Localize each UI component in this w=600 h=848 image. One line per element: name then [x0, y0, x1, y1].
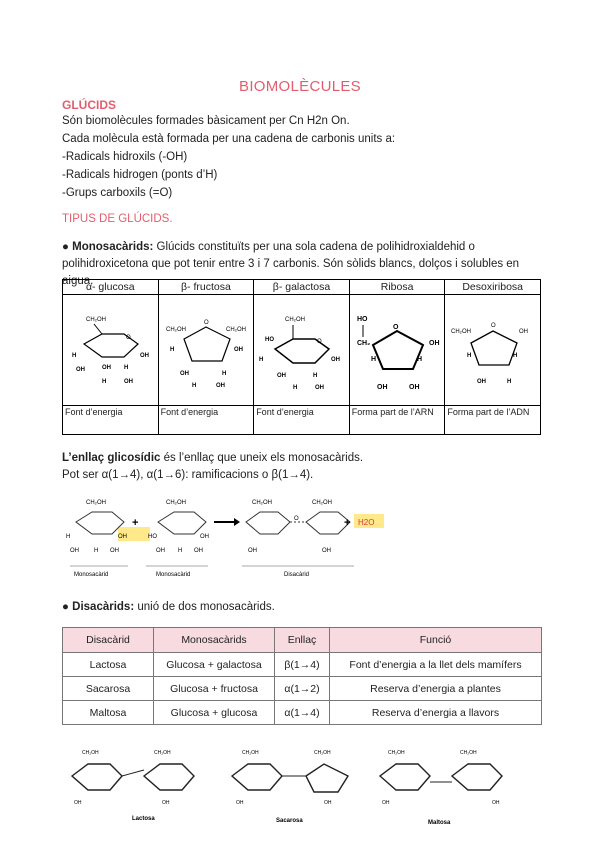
- svg-text:O: O: [294, 516, 299, 522]
- svg-text:H: H: [72, 352, 77, 359]
- svg-text:O: O: [490, 322, 496, 329]
- svg-text:OH: OH: [140, 352, 150, 359]
- glycosidic-text: és l’enllaç que uneix els monosacàrids.: [160, 452, 364, 464]
- svg-text:H: H: [169, 346, 175, 353]
- svg-text:OH: OH: [215, 382, 225, 389]
- svg-text:CH₂OH: CH₂OH: [165, 326, 186, 333]
- svg-text:CH₂OH: CH₂OH: [460, 750, 477, 756]
- intro-line: Cada molècula està formada per una cadena de carbonis units a:: [62, 133, 396, 145]
- svg-text:OH: OH: [518, 328, 528, 335]
- svg-text:CH₂OH: CH₂OH: [225, 326, 246, 333]
- svg-text:O: O: [203, 319, 209, 326]
- svg-text:OH: OH: [74, 800, 82, 806]
- function-caption: Forma part de l’ADN: [445, 406, 541, 435]
- sucrose-structure-icon: [232, 750, 348, 806]
- svg-text:OH: OH: [382, 800, 390, 806]
- monosaccharides-table: [62, 279, 541, 435]
- cell: Font d’energia a la llet dels mamífers: [330, 653, 542, 677]
- water-label: H2O: [358, 518, 375, 527]
- disaccharides-text: unió de dos monosacàrids.: [134, 601, 275, 613]
- svg-text:OH: OH: [70, 548, 79, 554]
- glycosidic-types: Pot ser α(1→4), α(1→6): ramificacions o β(1→4).: [62, 469, 314, 481]
- structure-beta-galactose: [254, 295, 350, 406]
- svg-text:OH: OH: [331, 356, 341, 363]
- cell: α(1→2): [275, 677, 330, 701]
- cell: Glucosa + fructosa: [154, 677, 275, 701]
- label-monosaccharide: Monosacàrid: [156, 572, 191, 578]
- svg-text:OH: OH: [162, 800, 170, 806]
- svg-text:OH: OH: [124, 378, 134, 385]
- svg-text:OH: OH: [200, 534, 209, 540]
- col-header: Ribosa: [349, 280, 445, 295]
- svg-text:OH: OH: [322, 548, 331, 554]
- table-row: [63, 701, 542, 725]
- beta-galactose-structure-icon: [255, 299, 347, 399]
- svg-text:CH₂OH: CH₂OH: [86, 500, 106, 506]
- cell: Glucosa + galactosa: [154, 653, 275, 677]
- svg-text:OH: OH: [409, 383, 420, 391]
- svg-text:CH₂OH: CH₂OH: [252, 500, 272, 506]
- svg-text:H: H: [178, 548, 183, 554]
- structure-beta-fructose: [158, 295, 254, 406]
- deoxyribose-structure-icon: [447, 299, 539, 399]
- svg-text:CH₂OH: CH₂OH: [314, 750, 331, 756]
- svg-text:O: O: [126, 334, 131, 341]
- disaccharide-structures-figure: [62, 740, 542, 830]
- svg-text:H: H: [259, 356, 264, 363]
- svg-text:OH: OH: [429, 339, 440, 347]
- svg-text:H: H: [102, 378, 107, 385]
- svg-text:O: O: [393, 323, 399, 331]
- cell: Lactosa: [63, 653, 154, 677]
- lactose-structure-icon: [72, 750, 194, 806]
- svg-text:HO: HO: [357, 315, 368, 323]
- cell: Reserva d’energia a llavors: [330, 701, 542, 725]
- intro-line: -Radicals hidroxils (-OH): [62, 151, 188, 163]
- monosaccharides-text: Glúcids constituïts per una sola cadena de polihidroxialdehid o polihidroxicetona que pot tenir entre 3 i 7 carbonis. Són sòlids blancs, dolços i solubles en aigua.: [62, 241, 520, 287]
- col-header: Funció: [330, 628, 542, 653]
- label-disaccharide: Disacàrid: [284, 572, 310, 578]
- disaccharides-paragraph: [62, 599, 542, 616]
- table-row: [63, 677, 542, 701]
- structure-alpha-glucose: [63, 295, 159, 406]
- term-glycosidic-bond: L’enllaç glicosídic: [62, 452, 161, 464]
- function-caption: Font d’energia: [254, 406, 350, 435]
- types-heading: TIPUS DE GLÚCIDS.: [62, 213, 173, 225]
- bullet: ●: [62, 241, 69, 253]
- function-caption: Font d’energia: [158, 406, 254, 435]
- function-caption: Forma part de l’ARN: [349, 406, 445, 435]
- term-monosaccharides: Monosacàrids:: [72, 241, 154, 253]
- svg-text:OH: OH: [492, 800, 500, 806]
- svg-text:OH: OH: [377, 383, 388, 391]
- svg-text:OH: OH: [179, 370, 189, 377]
- bullet: ●: [62, 601, 69, 613]
- svg-text:OH: OH: [156, 548, 165, 554]
- alpha-glucose-structure-icon: [64, 299, 156, 399]
- col-header: Desoxiribosa: [445, 280, 541, 295]
- svg-text:H: H: [466, 352, 472, 359]
- col-header: β- galactosa: [254, 280, 350, 295]
- maltose-structure-icon: [380, 750, 502, 806]
- cell: Glucosa + glucosa: [154, 701, 275, 725]
- svg-text:H: H: [191, 382, 197, 389]
- svg-text:H: H: [124, 364, 129, 371]
- svg-text:H: H: [313, 372, 318, 379]
- svg-text:H: H: [221, 370, 227, 377]
- svg-text:OH: OH: [110, 548, 119, 554]
- beta-fructose-structure-icon: [160, 299, 252, 399]
- term-disaccharides: Disacàrids:: [72, 601, 135, 613]
- svg-text:OH: OH: [324, 800, 332, 806]
- monosaccharide-ring: [148, 500, 209, 554]
- plus-sign: +: [344, 517, 351, 529]
- intro-line: -Grups carboxils (=O): [62, 187, 173, 199]
- figure-label-sucrose: Sacarosa: [276, 818, 303, 824]
- svg-text:H: H: [293, 384, 298, 391]
- svg-text:OH: OH: [102, 364, 112, 371]
- figure-label-lactose: Lactosa: [132, 816, 155, 822]
- ribose-structure-icon: [351, 299, 443, 399]
- intro-line: Són biomolècules formades bàsicament per Cn H2n On.: [62, 115, 350, 127]
- cell: Maltosa: [63, 701, 154, 725]
- svg-text:OH: OH: [277, 372, 287, 379]
- svg-text:CH₂OH: CH₂OH: [166, 500, 186, 506]
- col-header: Monosacàrids: [154, 628, 275, 653]
- svg-text:CH₂OH: CH₂OH: [450, 328, 471, 335]
- cell: β(1→4): [275, 653, 330, 677]
- svg-text:CH₂OH: CH₂OH: [388, 750, 405, 756]
- function-caption: Font d’energia: [63, 406, 159, 435]
- glycosidic-bond-diagram: [62, 492, 402, 582]
- svg-text:CH₂OH: CH₂OH: [82, 750, 99, 756]
- col-header: α- glucosa: [63, 280, 159, 295]
- svg-text:H: H: [506, 378, 512, 385]
- svg-text:CH₂OH: CH₂OH: [312, 500, 332, 506]
- svg-text:OH: OH: [248, 548, 257, 554]
- svg-text:H: H: [417, 355, 423, 363]
- disaccharide-rings: [246, 500, 350, 554]
- svg-text:H: H: [512, 352, 518, 359]
- cell: α(1→4): [275, 701, 330, 725]
- intro-line: -Radicals hidrogen (ponts d’H): [62, 169, 218, 181]
- label-monosaccharide: Monosacàrid: [74, 572, 109, 578]
- col-header: Enllaç: [275, 628, 330, 653]
- svg-text:HO: HO: [148, 534, 157, 540]
- svg-text:H: H: [66, 534, 71, 540]
- table-row: [63, 653, 542, 677]
- figure-label-maltose: Maltosa: [428, 820, 451, 826]
- structure-deoxyribose: [445, 295, 541, 406]
- col-header: Disacàrid: [63, 628, 154, 653]
- plus-sign: +: [132, 517, 139, 529]
- svg-text:H: H: [371, 355, 377, 363]
- svg-text:OH: OH: [476, 378, 486, 385]
- disaccharides-table: [62, 627, 542, 725]
- col-header: β- fructosa: [158, 280, 254, 295]
- svg-text:OH: OH: [315, 384, 325, 391]
- svg-text:CH₂: CH₂: [357, 339, 371, 347]
- svg-text:CH₂OH: CH₂OH: [285, 316, 306, 323]
- svg-text:CH₂OH: CH₂OH: [242, 750, 259, 756]
- svg-text:HO: HO: [265, 336, 275, 343]
- svg-text:CH₂OH: CH₂OH: [154, 750, 171, 756]
- page-title: BIOMOLÈCULES: [239, 78, 361, 95]
- svg-text:OH: OH: [236, 800, 244, 806]
- section-heading-glucids: GLÚCIDS: [62, 98, 116, 112]
- svg-text:OH: OH: [76, 366, 86, 373]
- cell: Reserva d’energia a plantes: [330, 677, 542, 701]
- structure-ribose: [349, 295, 445, 406]
- cell: Sacarosa: [63, 677, 154, 701]
- glycosidic-paragraph: [62, 450, 542, 484]
- svg-text:CH₂OH: CH₂OH: [86, 316, 107, 323]
- svg-text:OH: OH: [118, 534, 127, 540]
- monosaccharide-ring: [66, 500, 127, 554]
- svg-text:OH: OH: [194, 548, 203, 554]
- svg-text:O: O: [317, 338, 323, 345]
- svg-text:H: H: [94, 548, 99, 554]
- svg-text:OH: OH: [233, 346, 243, 353]
